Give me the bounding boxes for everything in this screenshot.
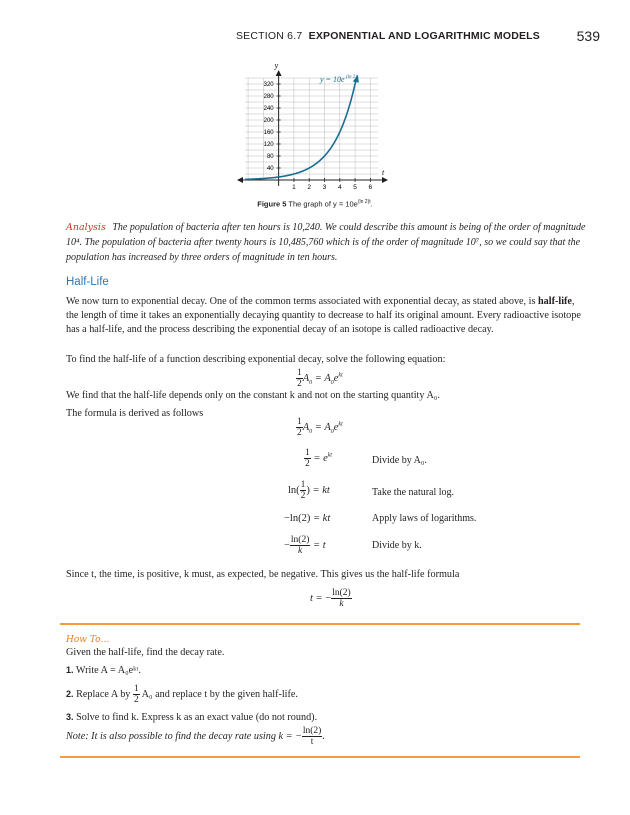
x-axis-arrow xyxy=(382,177,388,183)
paragraph-solve: To find the half-life of a function describing exponential decay, solve the following equation: xyxy=(66,354,446,365)
y-tick-label: 200 xyxy=(263,118,274,125)
y-axis-arrow xyxy=(276,70,282,76)
equation-half-life-formula: t = − $\frac{\ln(2)}{k}$ xyxy=(310,588,351,609)
term-half-life: half-life xyxy=(538,296,572,307)
y-tick-label: 320 xyxy=(263,82,274,89)
howto-label: How To… xyxy=(66,635,110,645)
x-axis-arrow-left xyxy=(237,177,243,183)
series-line xyxy=(245,81,356,180)
curve-label-exponent: (ln 2)t xyxy=(346,75,359,80)
y-tick-label: 80 xyxy=(266,154,274,161)
howto-bottom-rule xyxy=(60,756,580,758)
section-heading-half-life: Half-Life xyxy=(66,276,109,288)
x-tick-label: 5 xyxy=(353,184,357,191)
derivation-note-1: Divide by A₀. xyxy=(372,455,427,466)
y-tick-label: 240 xyxy=(263,106,274,113)
page-number: 539 xyxy=(576,28,600,44)
x-axis-label: t xyxy=(382,168,385,177)
howto-top-rule xyxy=(60,623,580,625)
equation-step-2: ln( $\frac{1}{2}$ ) = kt xyxy=(288,480,330,501)
y-tick-label: 280 xyxy=(263,94,274,101)
analysis-label: Analysis xyxy=(66,222,106,233)
paragraph-depends: We find that the half-life depends only on the constant k and not on the starting quantity A₀. xyxy=(66,390,440,401)
y-tick-label: 160 xyxy=(263,130,274,137)
paragraph-intro: We now turn to exponential decay. One of the common terms associated with exponential decay, as stated above, is half-life, the length of time it takes an exponentially decaying quantity to decrease to half its original amount. Every radioactive isotope has a half-life, and the process describing the exponential decay of an isotope is called radioactive decay. xyxy=(66,296,581,336)
derivation-note-4: Divide by k. xyxy=(372,540,422,551)
equation-step-0: $\frac{1}{2}$ $A_0 = A_0e^{kt}$ xyxy=(297,417,343,438)
x-tick-label: 1 xyxy=(292,184,296,191)
x-tick-label: 4 xyxy=(337,184,342,191)
howto-step-1: 1. Write A = A₀eᵏᵗ. xyxy=(66,665,141,676)
howto-step-2: 2. Replace A by $\frac{1}{2}$ A₀ and replace t by the given half-life. xyxy=(66,684,298,705)
howto-note: Note: It is also possible to find the decay rate using k = − $\frac{\ln(2)}{t}$ . xyxy=(66,726,325,747)
derivation-note-2: Take the natural log. xyxy=(372,487,455,498)
howto-step-3: 3. Solve to find k. Express k as an exact value (do not round). xyxy=(66,712,318,723)
analysis-text: The population of bacteria after ten hours is 10,240. We could describe this amount is being of the order of magnitude 10⁴. The population of bacteria after twenty hours is 10,485,760 which is of the order of magnitude 10⁷, so we could say that the population has increased by three orders of magnitude in ten hours. xyxy=(66,222,586,263)
curve-label: y = 10e xyxy=(320,75,345,84)
equation-step-4: − $\frac{\ln(2)}{k}$ = t xyxy=(284,535,326,556)
y-tick-label: 40 xyxy=(266,166,274,173)
paragraph-derived: The formula is derived as follows xyxy=(66,408,204,419)
x-tick-label: 2 xyxy=(307,184,312,191)
exponential-graph xyxy=(0,0,630,200)
x-tick-label: 3 xyxy=(322,184,327,191)
equation-half: $\frac{1}{2}$ $A_0 = A_0e^{kt}$ xyxy=(297,368,343,389)
derivation-note-3: Apply laws of logarithms. xyxy=(372,513,477,524)
section-heading: SECTION 6.7 EXPONENTIAL AND LOGARITHMIC MODELS xyxy=(235,30,540,42)
y-axis-label: y xyxy=(274,61,279,70)
figure-caption: Figure 5 The graph of $y = 10e^{(ln 2)t}$. xyxy=(257,199,373,209)
paragraph-formula: Since t, the time, is positive, k must, as expected, be negative. This gives us the half-life formula xyxy=(66,569,460,580)
equation-step-1: $\frac{1}{2}$ = $e^{kt}$ xyxy=(305,448,333,469)
y-tick-label: 120 xyxy=(263,142,274,149)
equation-step-3: −ln(2) = kt xyxy=(284,513,331,524)
howto-intro: Given the half-life, find the decay rate. xyxy=(66,647,225,658)
analysis-paragraph xyxy=(66,220,586,265)
x-tick-label: 6 xyxy=(368,184,373,191)
